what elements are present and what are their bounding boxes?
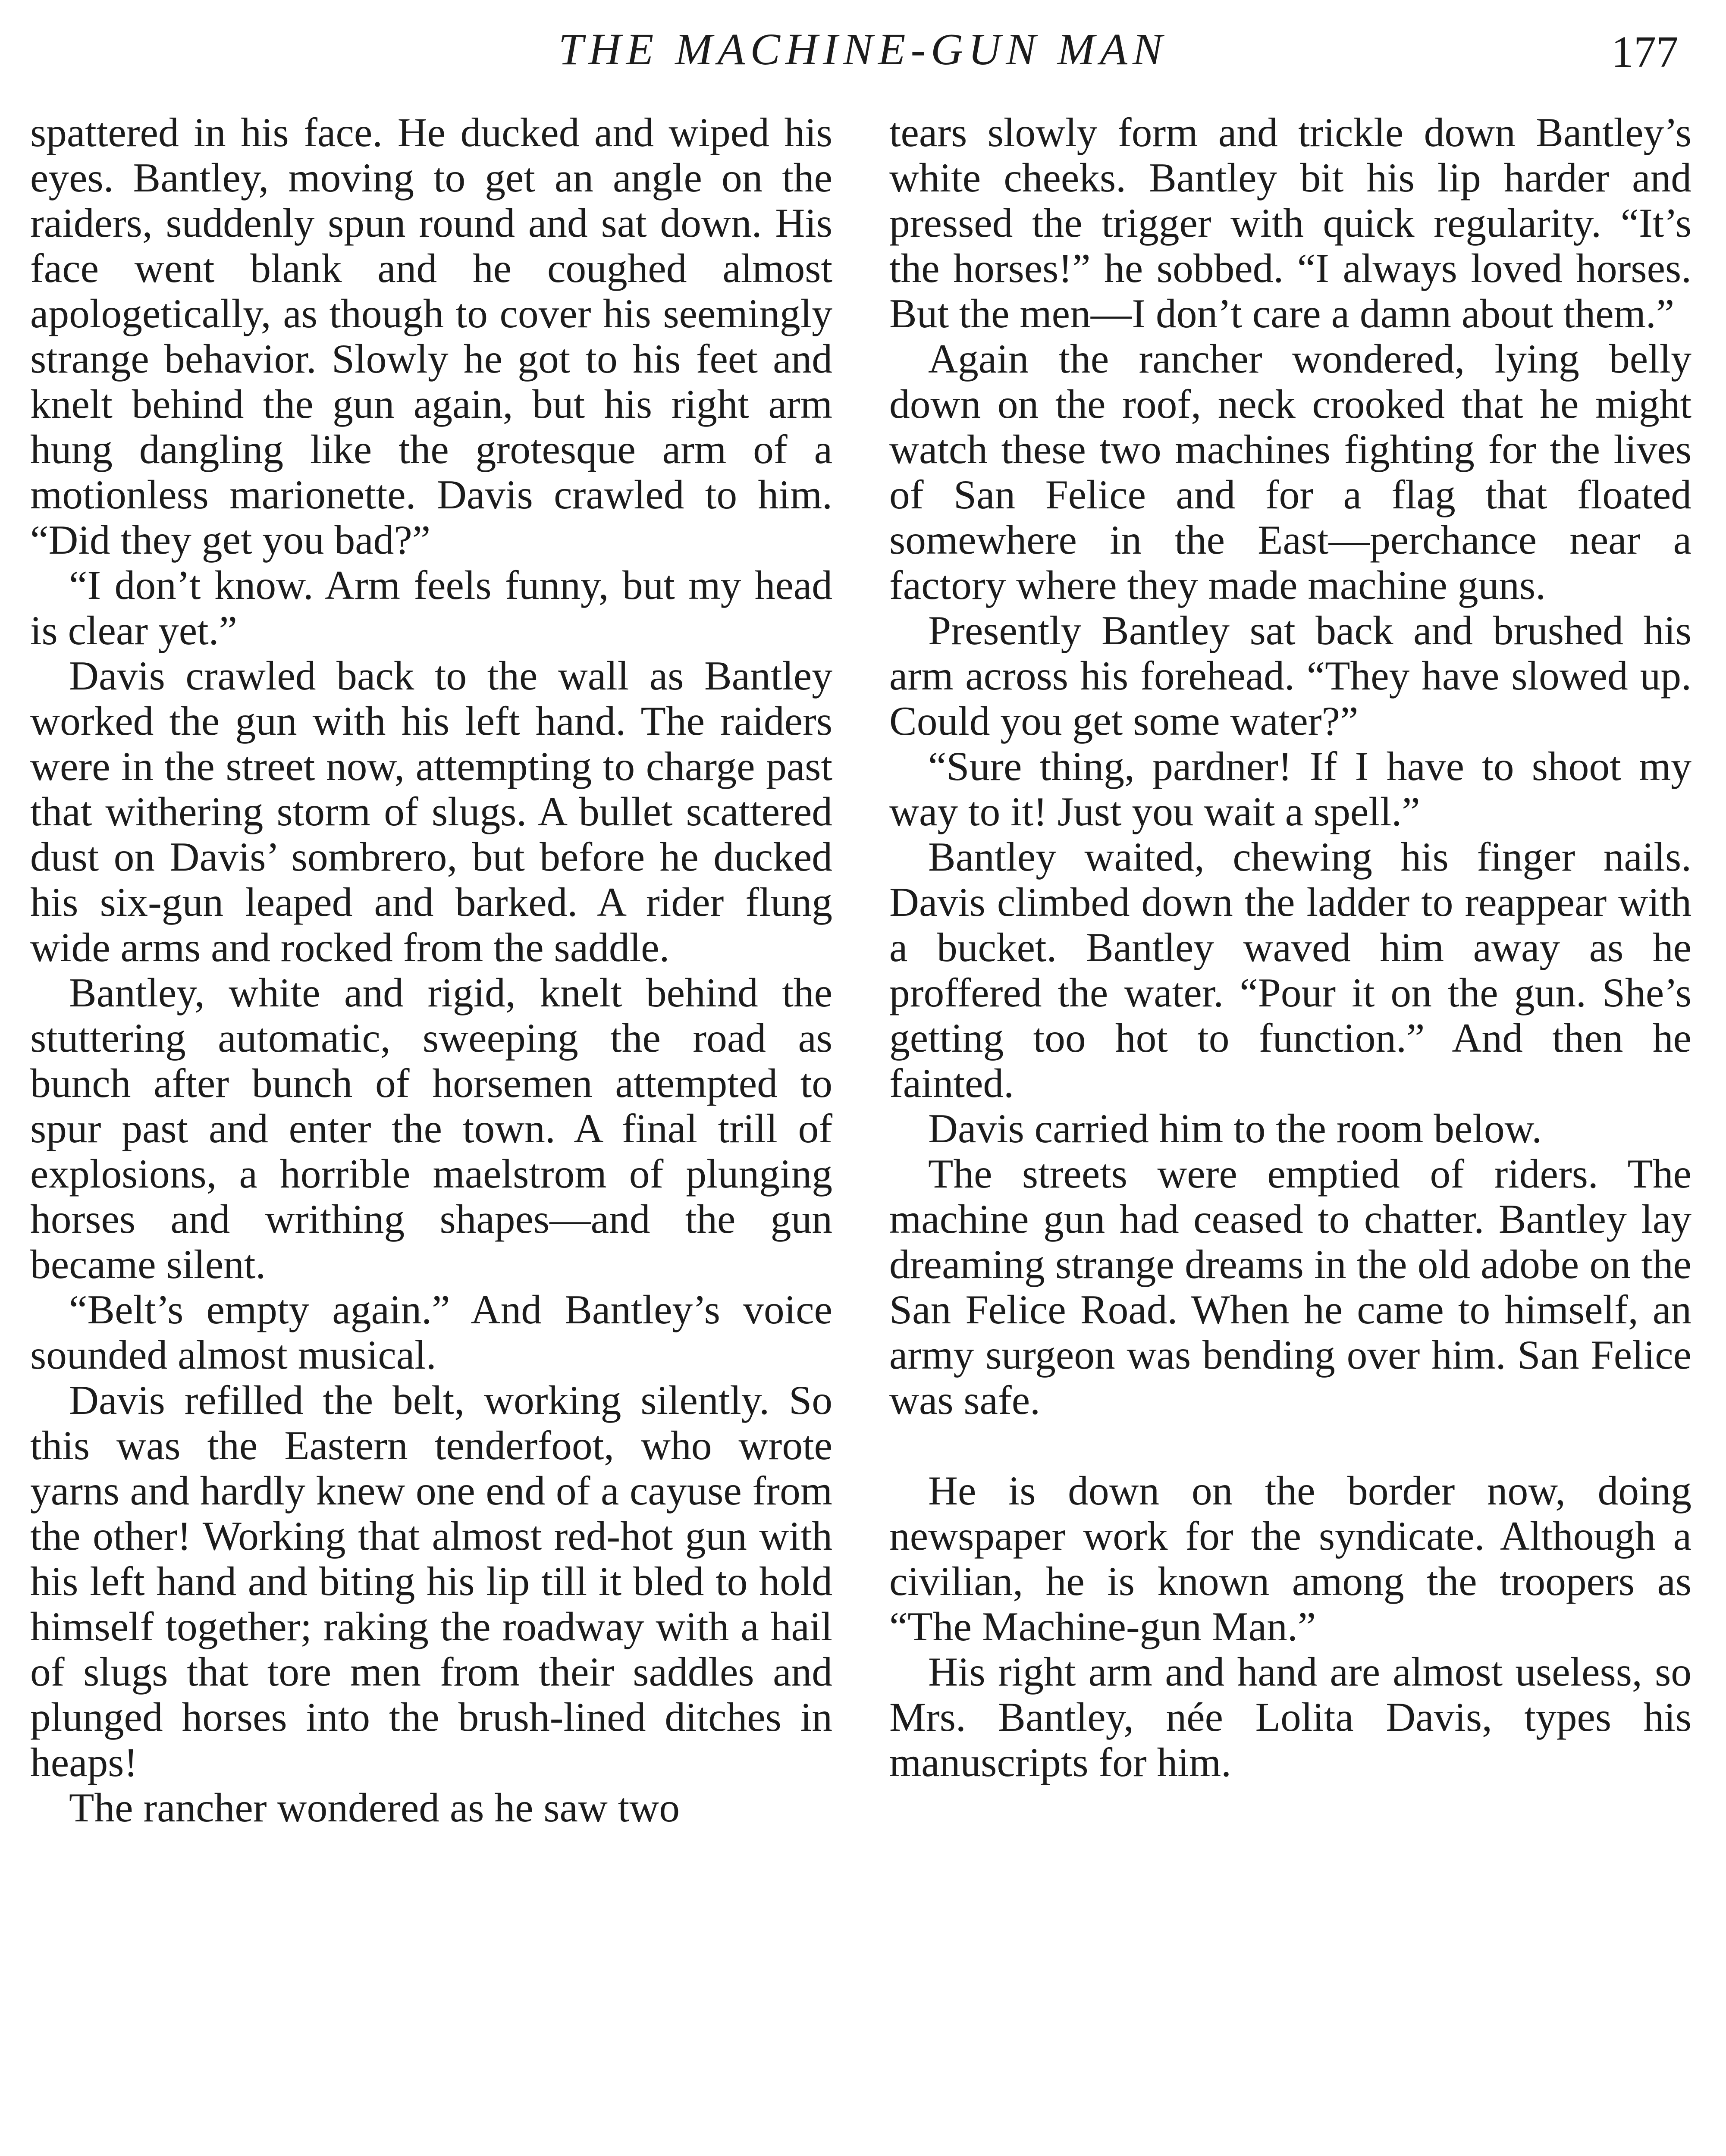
page-number: 177	[1611, 27, 1679, 77]
paragraph: tears slowly form and trickle down Bantley’s white cheeks. Bantley bit his lip harder and pressed the trigger with quick regularity. “It’s the horses!” he sobbed. “I always loved horses. But the men—I don’t care a damn about them.”	[889, 110, 1691, 336]
paragraph: Presently Bantley sat back and brushed his arm across his forehead. “They have slowed up. Could you get some water?”	[889, 608, 1691, 744]
paragraph: Bantley waited, chewing his finger nails. Davis climbed down the ladder to reappear with a bucket. Bantley waved him away as he proffered the water. “Pour it on the gun. She’s getting too hot to function.” And then he fainted.	[889, 834, 1691, 1106]
paragraph: Again the rancher wondered, lying belly down on the roof, neck crooked that he might watch these two machines fighting for the lives of San Felice and for a flag that floated somewhere in the East—perchance near a factory where they made machine guns.	[889, 336, 1691, 608]
paragraph: Davis carried him to the room below.	[928, 1106, 1542, 1151]
running-head	[0, 17, 1726, 82]
paragraph: spattered in his face. He ducked and wiped his eyes. Bantley, moving to get an angle on the raiders, suddenly spun round and sat down. His face went blank and he coughed almost apologetically, as though to cover his seemingly strange behavior. Slowly he got to his feet and knelt behind the gun again, but his right arm hung dangling like the grotesque arm of a motionless marionette. Davis crawled to him. “Did they get you bad?”	[30, 110, 832, 563]
right-column	[889, 110, 1691, 1785]
paragraph: “I don’t know. Arm feels funny, but my head is clear yet.”	[30, 562, 832, 653]
paragraph: “Sure thing, pardner! If I have to shoot my way to it! Just you wait a spell.”	[889, 743, 1691, 834]
left-column	[30, 110, 832, 1830]
paragraph: His right arm and hand are almost useless, so Mrs. Bantley, née Lolita Davis, types his manuscripts for him.	[889, 1649, 1691, 1785]
running-title: THE MACHINE-GUN MAN	[558, 25, 1168, 74]
paragraph: The streets were emptied of riders. The machine gun had ceased to chatter. Bantley lay dreaming strange dreams in the old adobe on the San Felice Road. When he came to himself, an army surgeon was bending over him. San Felice was safe.	[889, 1151, 1691, 1423]
paragraph: Davis refilled the belt, working silently. So this was the Eastern tenderfoot, who wrote yarns and hardly knew one end of a cayuse from the other! Working that almost red-hot gun with his left hand and biting his lip till it bled to hold himself together; raking the roadway with a hail of slugs that tore men from their saddles and plunged horses into the brush-lined ditches in heaps!	[30, 1377, 832, 1785]
paragraph: Davis crawled back to the wall as Bantley worked the gun with his left hand. The raiders were in the street now, attempting to charge past that withering storm of slugs. A bullet scattered dust on Davis’ sombrero, but before he ducked his six-gun leaped and barked. A rider flung wide arms and rocked from the saddle.	[30, 653, 832, 970]
paragraph: He is down on the border now, doing newspaper work for the syndicate. Although a civilian, he is known among the troopers as “The Machine-gun Man.”	[889, 1468, 1691, 1649]
paragraph: Bantley, white and rigid, knelt behind the stuttering automatic, sweeping the road as bunch after bunch of horsemen attempted to spur past and enter the town. A final trill of explosions, a horrible maelstrom of plunging horses and writhing shapes—and the gun became silent.	[30, 970, 832, 1287]
paragraph: “Belt’s empty again.” And Bantley’s voice sounded almost musical.	[30, 1287, 832, 1378]
paragraph: The rancher wondered as he saw two	[69, 1785, 680, 1830]
